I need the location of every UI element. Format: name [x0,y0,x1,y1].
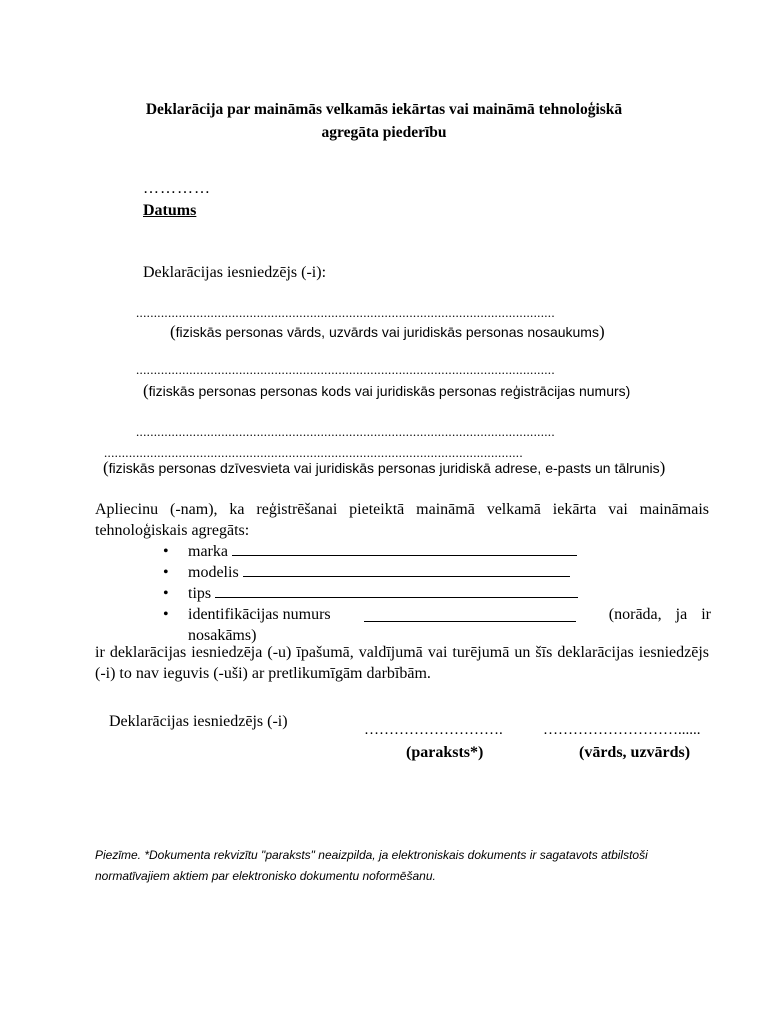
field-model [163,562,711,583]
signature-dots: ………………………. [364,722,503,738]
statement-conclusion: ir deklarācijas iesniedzēja (-u) īpašumā, valdījumā vai turējumā un šīs deklarācijas iesniedzējs (-i) to nav ieguvis (-uši) ar pretlikumīgām darbībām. [95,644,709,682]
equipment-fields-list [163,541,711,646]
title-line-1: Deklarācija par maināmās velkamās iekārtas vai maināmā tehnoloģiskā [145,101,623,118]
address-dotted-line-2: ...................................................................................................................... [104,445,523,460]
field-type [163,583,711,604]
address-hint: (fiziskās personas dzīvesvieta vai juridiskās personas juridiskā adrese, e-pasts un tālrunis) [103,458,666,477]
title-line-2: agregāta piederību [321,124,447,141]
name-dotted-line: ...................................................................................................................... [136,305,555,320]
signature-label: Deklarācijas iesniedzējs (-i) [109,713,288,730]
address-dotted-line-1: ...................................................................................................................... [136,424,555,439]
address-hint-text: fiziskās personas dzīvesvieta vai juridiskās personas juridiskā adrese, e-pasts un tālrunis [108,460,660,476]
statement-intro: Apliecinu (-nam), ka reģistrēšanai pieteiktā maināmā velkamā iekārta vai maināmais tehnoloģiskais agregāts: [95,501,709,539]
signature-caption: (paraksts*) [406,744,484,761]
field-brand-label: marka [188,543,228,560]
name-caption: (vārds, uzvārds) [579,744,691,761]
field-type-label: tips [188,585,212,602]
submitter-label: Deklarācijas iesniedzējs (-i): [143,264,327,281]
name-dots: ………………………...... [543,722,701,738]
name-hint: (fiziskās personas vārds, uzvārds vai juridiskās personas nosaukums) [170,322,605,341]
field-id-label: • identifikācijas numurs [188,606,331,623]
date-placeholder: ………… [143,180,211,197]
code-hint-text: fiziskās personas personas kods vai juridiskās personas reģistrācijas numurs [148,383,626,399]
document-title [80,98,688,144]
field-model-line [243,563,570,577]
field-id-note-2: nosakāms) [188,627,257,644]
name-hint-text: fiziskās personas vārds, uzvārds vai juridiskās personas nosaukums [175,324,599,340]
code-hint: (fiziskās personas personas kods vai juridiskās personas reģistrācijas numurs) [143,381,631,400]
date-label: Datums [143,202,197,219]
field-brand [163,541,711,562]
field-id-note: (norāda, ja ir [608,606,711,623]
field-brand-line [232,542,577,556]
field-id-number [163,604,711,625]
field-id-line [364,608,576,622]
footnote: Piezīme. *Dokumenta rekvizītu "paraksts" neaizpilda, ja elektroniskais dokuments ir sagatavots atbilstoši normatīvajiem aktiem par elektronisko dokumentu noformēšanu. [95,848,648,883]
field-model-label: modelis [188,564,239,581]
field-type-line [215,584,578,598]
code-dotted-line: ...................................................................................................................... [136,362,555,377]
